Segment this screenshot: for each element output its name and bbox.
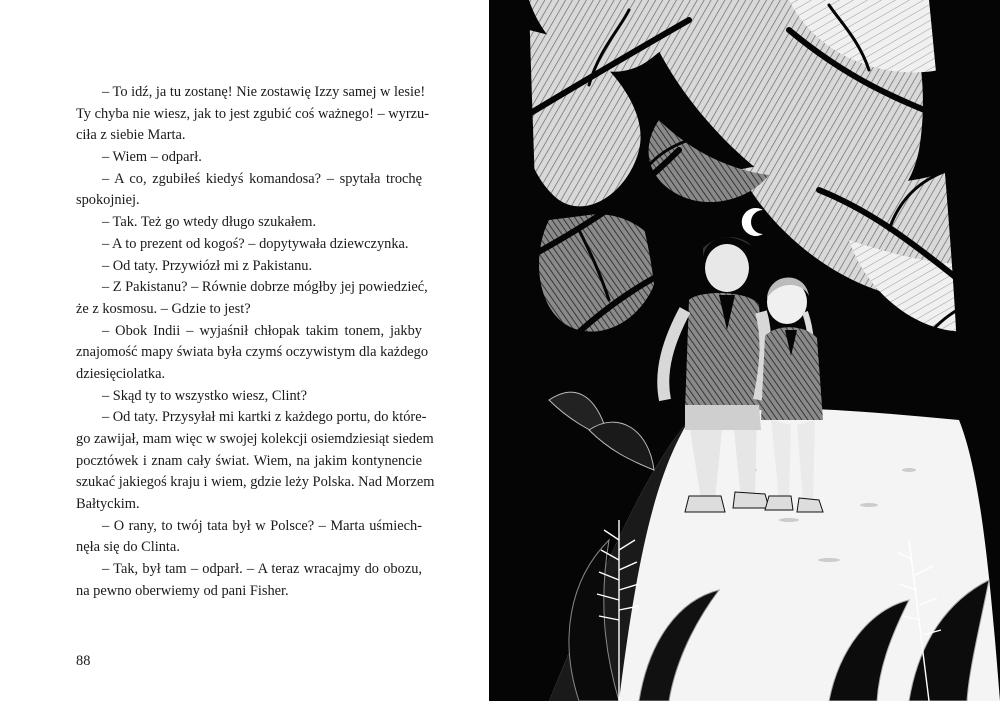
text-line: ciła z siebie Marta. [76,127,186,144]
text-line: że z kosmosu. – Gdzie to jest? [76,300,251,317]
text-line: na pewno oberwiemy od pani Fisher. [76,582,289,599]
story-text [76,82,435,603]
text-line: Bałtyckim. [76,496,140,513]
text-line: – Obok Indii – wyjaśnił chłopak takim tonem, jakby [102,322,422,339]
text-line: dziesięciolatka. [76,365,166,382]
forest-night-illustration [489,0,1000,701]
text-line: – Tak. Też go wtedy długo szukałem. [102,214,317,231]
text-line: spokojniej. [76,192,140,209]
text-line: – A co, zgubiłeś kiedyś komandosa? – spytała trochę [102,170,422,187]
text-line: go zawijał, mam więc w swojej kolekcji osiemdziesiąt siedem [76,431,434,447]
text-line: – A to prezent od kogoś? – dopytywała dziewczynka. [102,235,409,252]
text-line: – Skąd ty to wszystko wiesz, Clint? [102,387,308,404]
text-line: – Tak, był tam – odparł. – A teraz wracajmy do obozu, [102,561,422,578]
text-line: znajomość mapy świata była czymś oczywistym dla każdego [76,344,429,361]
text-line: nęła się do Clinta. [76,539,180,556]
text-line: pocztówek i znam cały świat. Wiem, na jakim kontynencie [76,452,422,469]
text-line: szukać jakiegoś kraju i wiem, gdzie leży Polska. Nad Morzem [76,474,435,491]
text-line: – Wiem – odparł. [102,149,202,166]
text-line: – To idź, ja tu zostanę! Nie zostawię Izzy samej w lesie! [102,84,426,100]
text-line: – Od taty. Przysyłał mi kartki z każdego portu, do które- [102,409,427,426]
text-line: – Z Pakistanu? – Równie dobrze mógłby jej powiedzieć, [102,279,428,296]
page-number: 88 [76,653,91,669]
text-line: – Od taty. Przywiózł mi z Pakistanu. [102,257,313,274]
text-page [0,0,488,701]
text-line: Ty chyba nie wiesz, jak to jest zgubić coś ważnego! – wyrzu- [76,105,430,122]
illustration-art [489,0,1000,701]
text-line: – O rany, to twój tata był w Polsce? – Marta uśmiech- [102,517,422,534]
